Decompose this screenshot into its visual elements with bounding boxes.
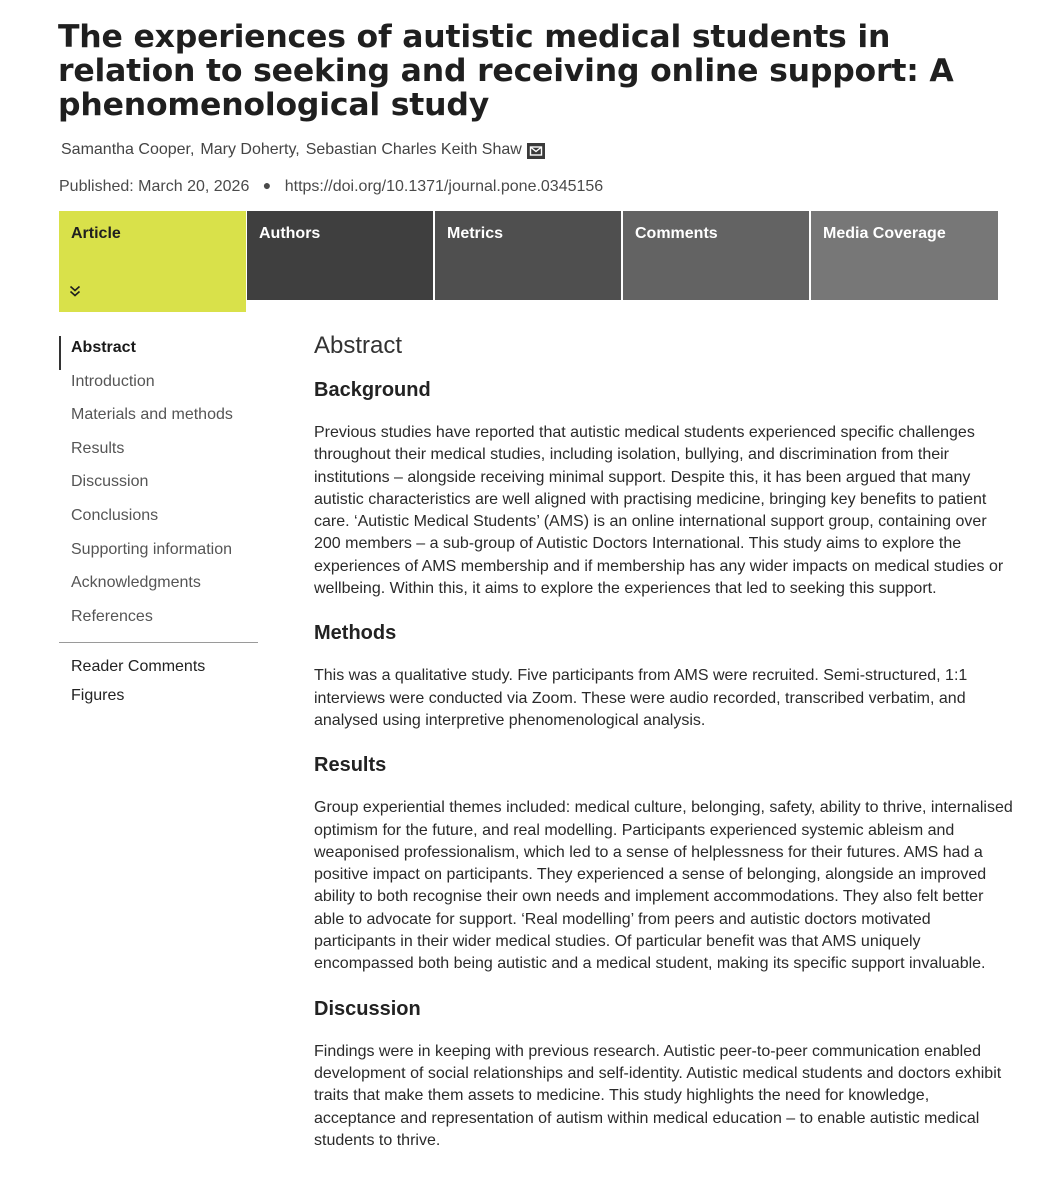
discussion-text: Findings were in keeping with previous research. Autistic peer-to-peer communication enabled development of social relationships and self-identity. Autistic medical students and doctors exhibit traits that make them assets to medicine. This study highlights the need for knowledge, acceptance and representation of autism within medical education – to enable autistic medical students to thrive. — [314, 1042, 1002, 1149]
author-link[interactable]: Samantha Cooper, — [61, 141, 195, 158]
abstract-heading: Abstract — [314, 332, 403, 359]
nav-conclusions[interactable]: Conclusions — [71, 506, 159, 524]
envelope-icon[interactable] — [527, 143, 545, 159]
doi-link[interactable]: https://doi.org/10.1371/journal.pone.0345156 — [284, 178, 604, 195]
nav-results[interactable]: Results — [71, 439, 125, 457]
tab-label: Metrics — [447, 225, 504, 242]
publication-info — [59, 178, 603, 196]
nav-discussion[interactable]: Discussion — [71, 473, 149, 491]
tab-media-coverage[interactable] — [811, 211, 998, 300]
author-link[interactable]: Sebastian Charles Keith Shaw — [305, 141, 522, 158]
section-navigation — [59, 336, 259, 713]
background-text: Previous studies have reported that autistic medical students experienced specific challenges throughout their medical studies, including isolation, bullying, and discrimination from their institutions – alongside receiving minimal support. Despite this, it has been argued that many autistic characteristics are well aligned with practising medicine, bringing key benefits to patient care. ‘Autistic Medical Students’ (AMS) is an online international support group, containing over 200 members – a sub-group of Autistic Doctors International. This study aims to explore the experiences of AMS membership and if membership has any wider impacts on medical studies or wellbeing. Within this, it aims to explore the experiences that led to seeking this support. — [314, 424, 1004, 598]
tab-label: Article — [71, 225, 121, 242]
background-heading: Background — [314, 379, 431, 401]
article-title: The experiences of autistic medical students in relation to seeking and receiving online support: A phenomenological study — [58, 19, 954, 123]
bullet-separator: ● — [262, 177, 272, 193]
published-date: Published: March 20, 2026 — [59, 178, 250, 195]
nav-materials-and-methods[interactable]: Materials and methods — [71, 406, 233, 424]
nav-supporting-information[interactable]: Supporting information — [71, 540, 232, 558]
methods-heading: Methods — [314, 622, 397, 645]
nav-acknowledgments[interactable]: Acknowledgments — [71, 574, 201, 592]
tab-authors[interactable] — [247, 211, 433, 300]
results-text: Group experiential themes included: medical culture, belonging, safety, ability to thrive, internalised optimism for the future, and real modelling. Participants experienced systemic ableism and weaponised professionalism, which led to a sense of helplessness for their futures. AMS had a positive impact on participants. They experienced a sense of belonging, alongside an improved ability to both recognise their own needs and implement accommodations. They also felt better able to advocate for support. ‘Real modelling’ from peers and autistic doctors motivated participants in their wider medical studies. Of particular benefit was that AMS uniquely encompassed both being autistic and a medical student, making its specific support invaluable. — [314, 799, 1013, 973]
nav-abstract[interactable]: Abstract — [59, 336, 259, 370]
discussion-heading: Discussion — [314, 997, 421, 1020]
abstract-content — [314, 330, 1014, 1152]
tab-article[interactable] — [59, 211, 246, 312]
nav-introduction[interactable]: Introduction — [71, 372, 155, 390]
tab-label: Media Coverage — [823, 225, 946, 242]
nav-reader-comments[interactable]: Reader Comments — [71, 658, 206, 676]
tab-comments[interactable] — [623, 211, 809, 300]
results-heading: Results — [314, 754, 387, 777]
methods-text: This was a qualitative study. Five participants from AMS were recruited. Semi-structured, 1:1 interviews were conducted via Zoom. These were audio recorded, transcribed verbatim, and analysed using interpretive phenomenological analysis. — [314, 667, 968, 729]
author-link[interactable]: Mary Doherty, — [200, 141, 300, 158]
tab-label: Authors — [259, 225, 321, 242]
nav-references[interactable]: References — [71, 607, 153, 625]
double-chevron-down-icon — [69, 285, 81, 297]
tab-label: Comments — [635, 225, 718, 242]
tab-metrics[interactable] — [435, 211, 621, 300]
author-list — [61, 141, 545, 159]
nav-divider — [59, 642, 258, 643]
nav-figures[interactable]: Figures — [71, 687, 125, 705]
